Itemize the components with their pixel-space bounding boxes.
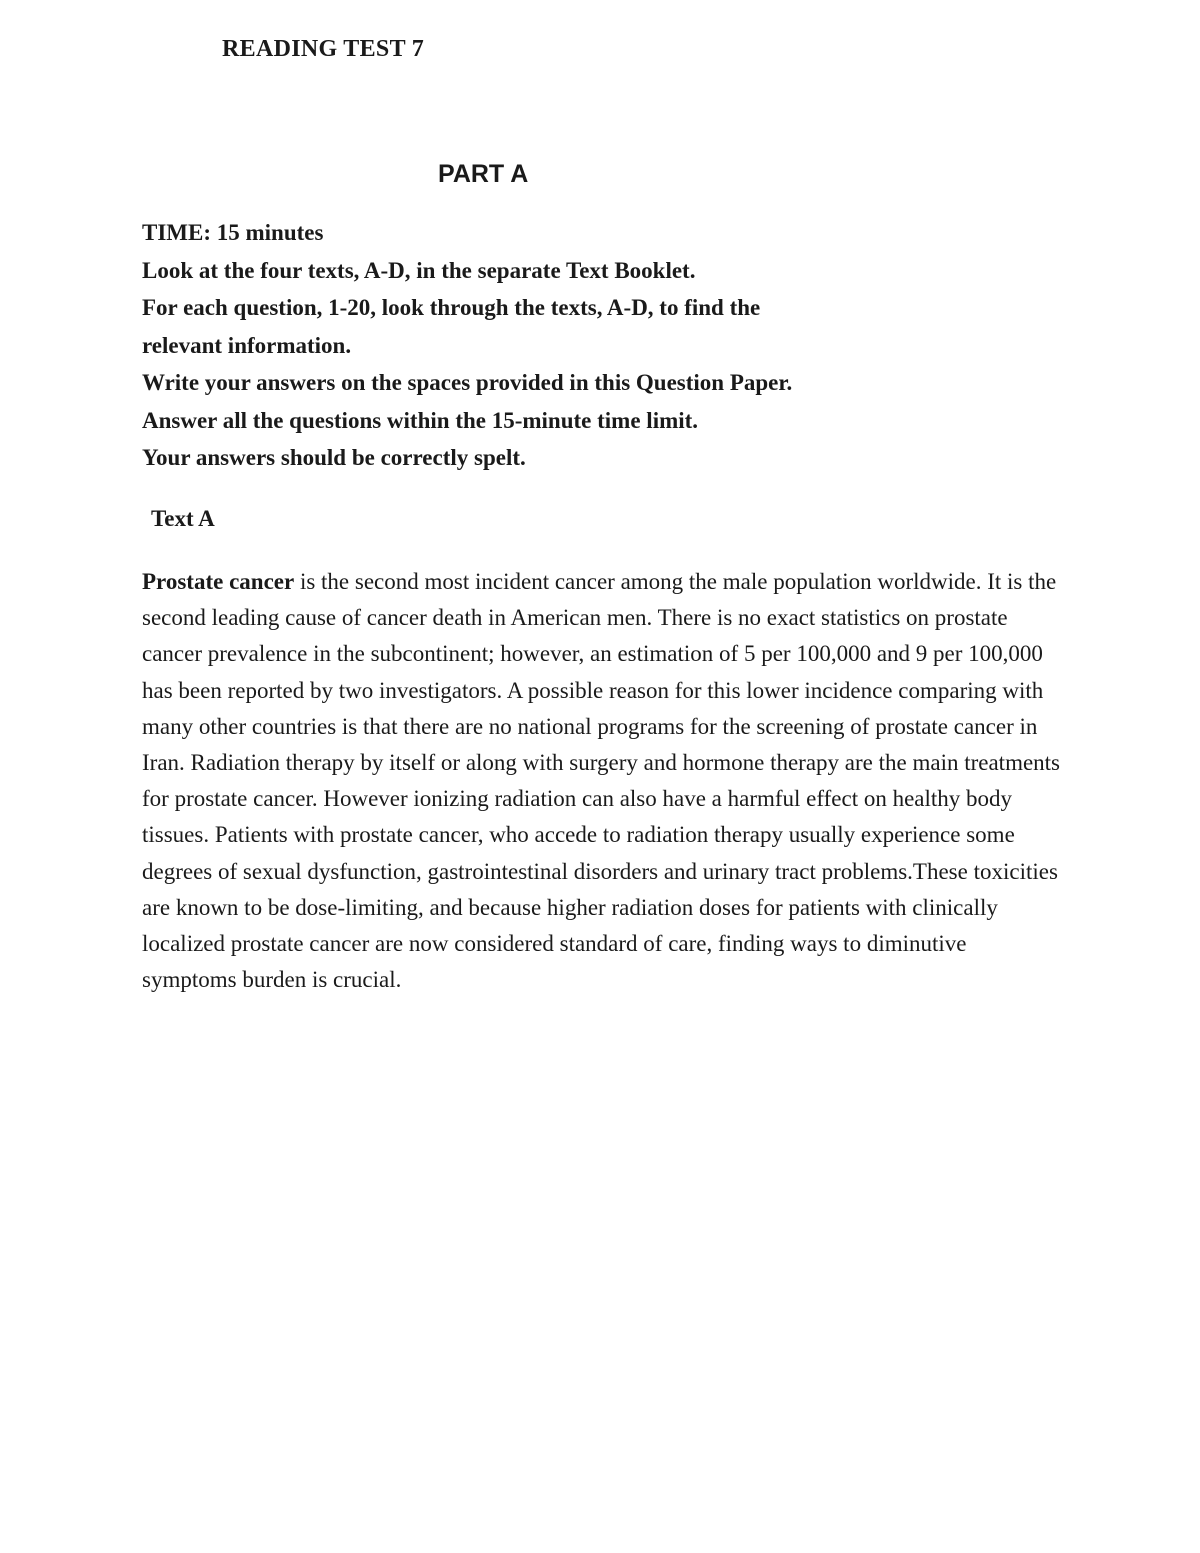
text-a-heading: Text A (151, 506, 215, 531)
passage-body: is the second most incident cancer among the male population worldwide. It is the second leading cause of cancer death in American men. There is no exact statistics on prostate cancer prevalence in the subcontinent; however, an estimation of 5 per 100,000 and 9 per 100,000 has been reported by two investigators. A possible reason for this lower incidence comparing with many other countries is that there are no national programs for the screening of prostate cancer in Iran. Radiation therapy by itself or along with surgery and hormone therapy are the main treatments for prostate cancer. However ionizing radiation can also have a harmful effect on healthy body tissues. Patients with prostate cancer, who accede to radiation therapy usually experience some degrees of sexual dysfunction, gastrointestinal disorders and urinary tract problems.These toxicities are known to be dose-limiting, and because higher radiation doses for patients with clinically localized prostate cancer are now considered standard of care, finding ways to diminutive symptoms burden is crucial. (142, 569, 1061, 993)
instruction-answers: Write your answers on the spaces provided in this Question Paper. (142, 370, 793, 395)
instruction-texts: Look at the four texts, A-D, in the separate Text Booklet. (142, 257, 696, 283)
instructions-list (142, 214, 1042, 477)
part-title: PART A (438, 160, 529, 188)
text-a-passage (142, 564, 1062, 998)
instruction-spelling: Your answers should be correctly spelt. (142, 445, 526, 470)
passage-lead-term: Prostate cancer (142, 569, 295, 594)
instruction-time-limit: Answer all the questions within the 15-minute time limit. (142, 407, 699, 433)
instruction-time: TIME: 15 minutes (142, 220, 324, 245)
instruction-questions: For each question, 1-20, look through the texts, A-D, to find the (142, 295, 761, 320)
instruction-questions-cont: relevant information. (142, 332, 352, 358)
page-header: READING TEST 7 (222, 36, 425, 62)
